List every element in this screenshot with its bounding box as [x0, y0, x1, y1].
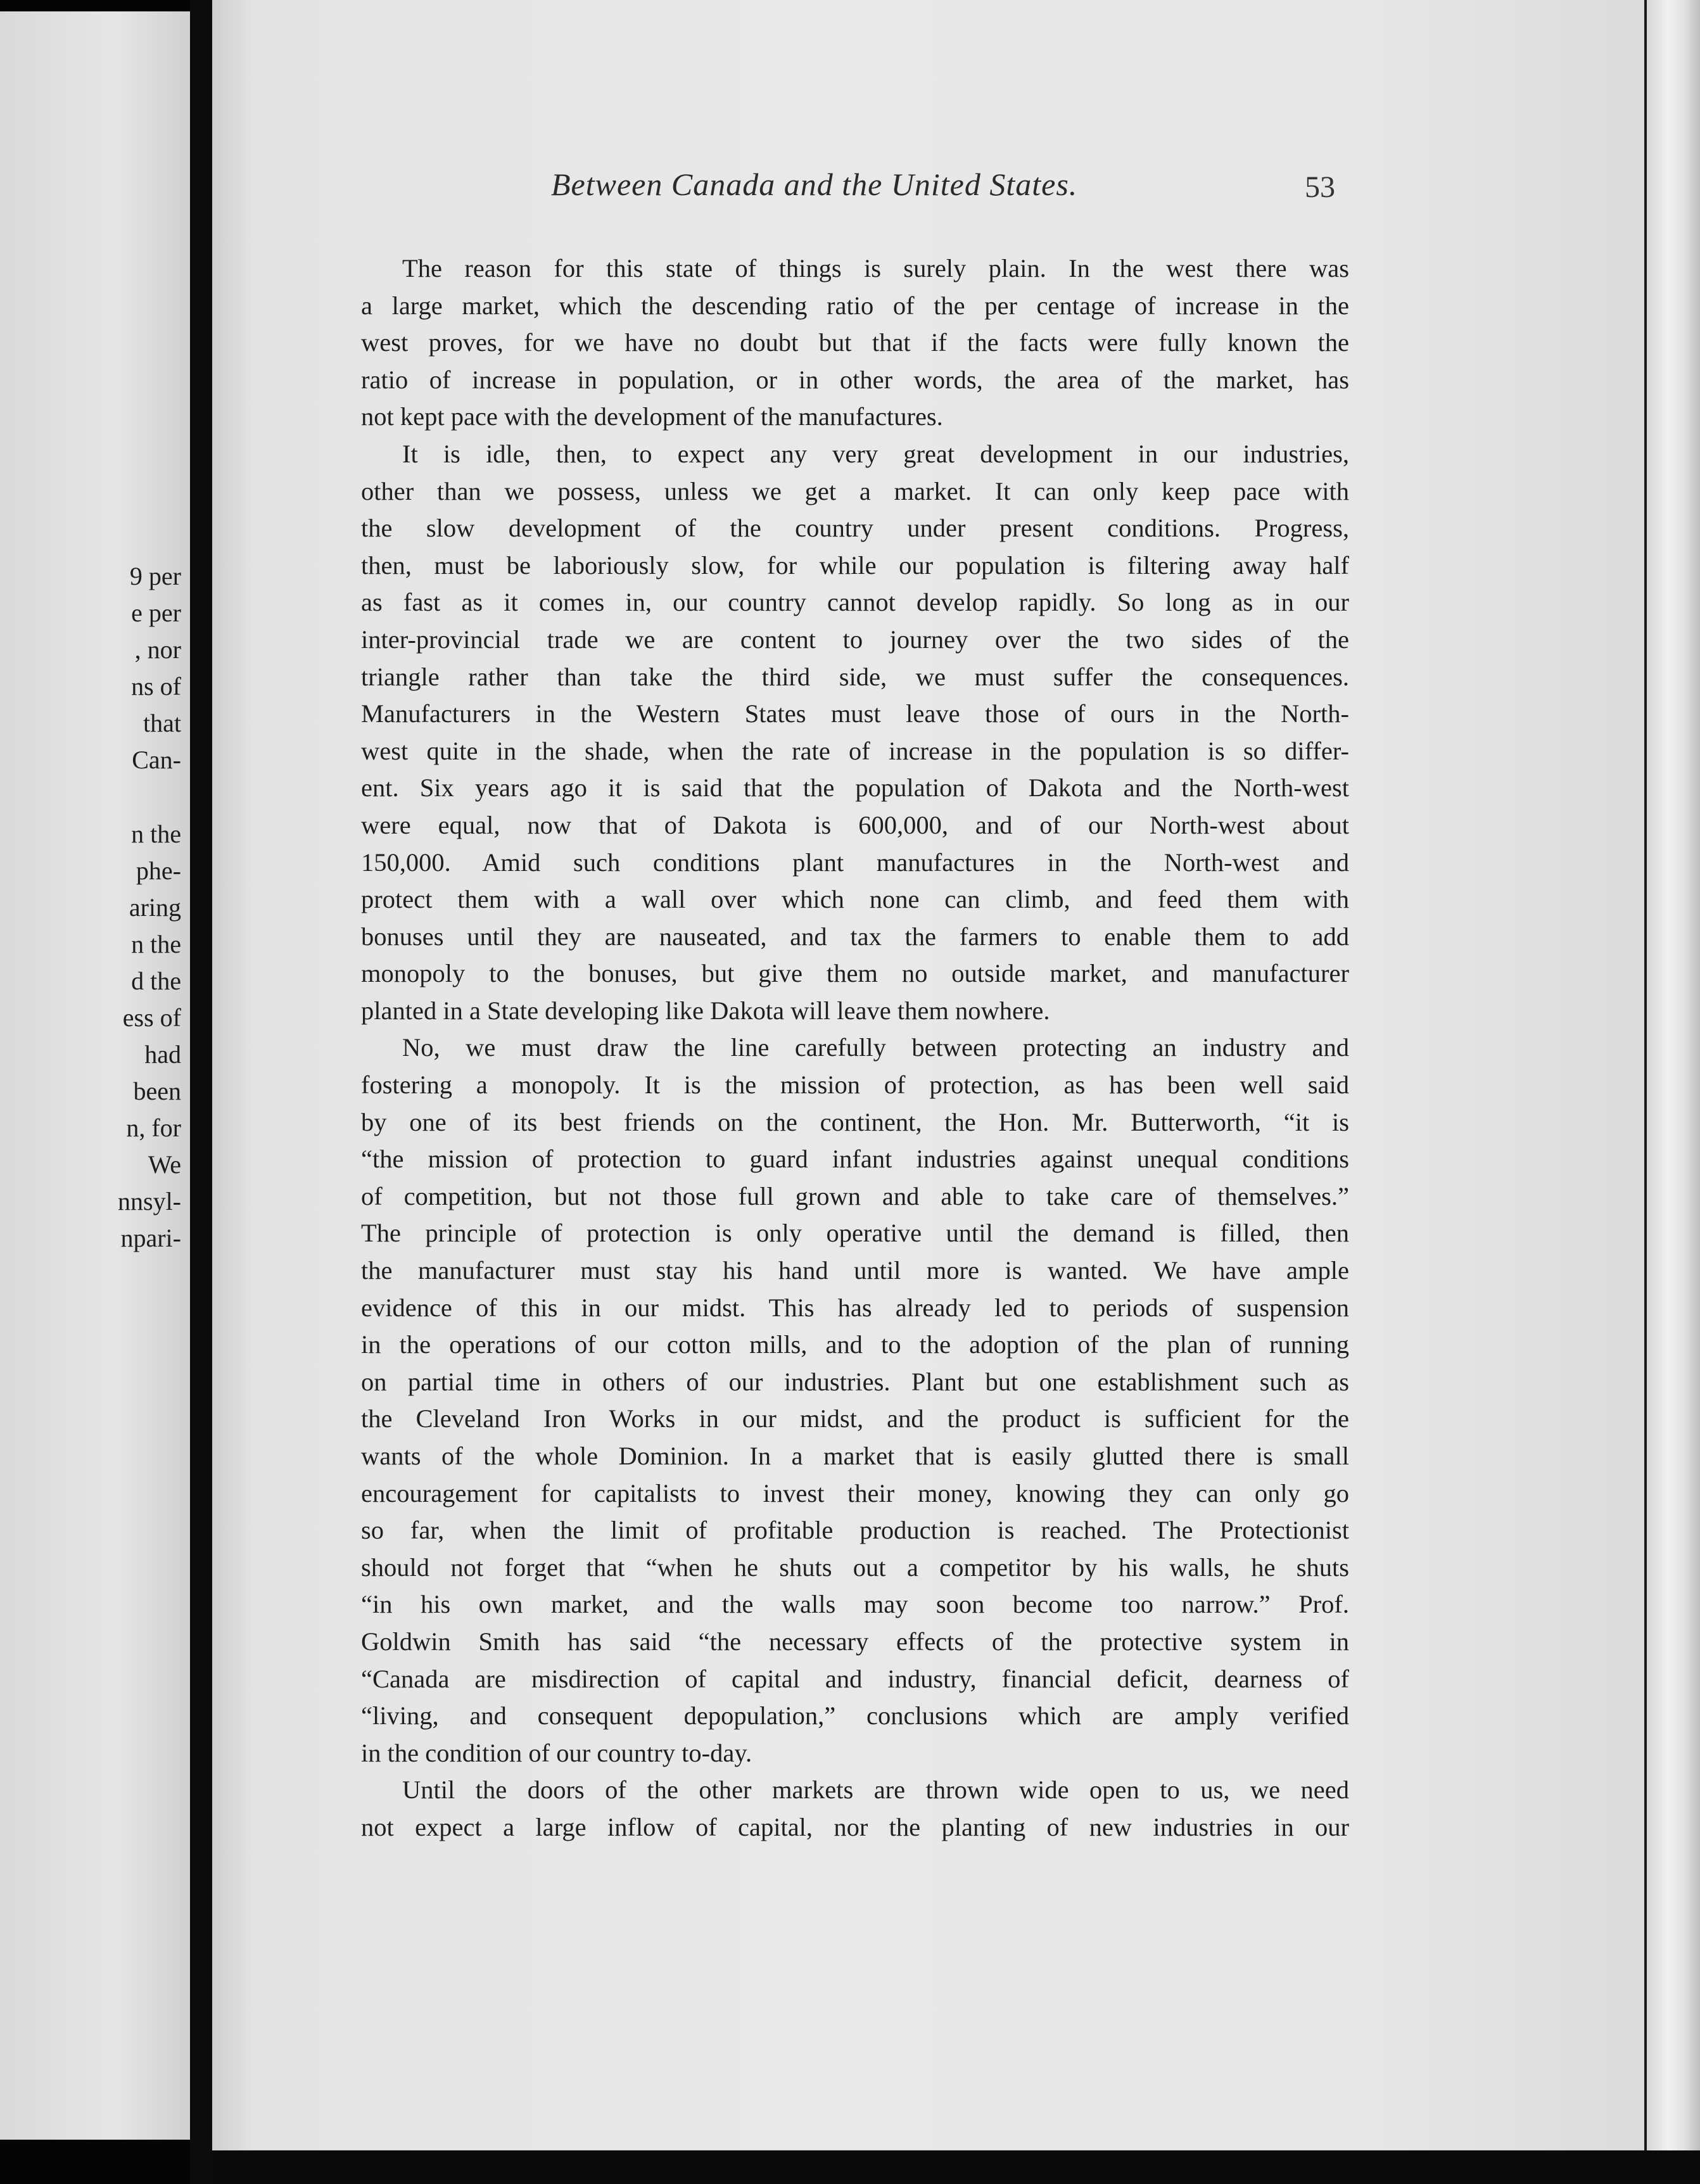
text-line: the manufacturer must stay his hand until more is wanted. We have ample	[361, 1256, 1349, 1285]
text-line: were equal, now that of Dakota is 600,000, and of our North-west about	[361, 810, 1349, 839]
facing-page-text: d the	[131, 967, 181, 995]
body-text	[361, 250, 1349, 1846]
text-line: protect them with a wall over which none can climb, and feed them with	[361, 885, 1349, 914]
text-line: “in his own market, and the walls may soon become too narrow.” Prof.	[361, 1590, 1349, 1619]
facing-page-text: n the	[131, 820, 181, 848]
text-line: west proves, for we have no doubt but that if the facts were fully known the	[361, 328, 1349, 357]
text-line: “the mission of protection to guard infant industries against unequal conditions	[361, 1145, 1349, 1174]
text-line: inter-provincial trade we are content to journey over the two sides of the	[361, 625, 1349, 654]
text-line: ent. Six years ago it is said that the population of Dakota and the North-west	[361, 773, 1349, 803]
text-line: evidence of this in our midst. This has already led to periods of suspension	[361, 1293, 1349, 1322]
text-line: in the condition of our country to-day.	[361, 1738, 752, 1767]
facing-page-text: nnsyl-	[118, 1187, 181, 1216]
text-line: wants of the whole Dominion. In a market that is easily glutted there is small	[361, 1442, 1349, 1470]
text-line: by one of its best friends on the continent, the Hon. Mr. Butterworth, “it is	[361, 1107, 1349, 1136]
text-line: “Canada are misdirection of capital and industry, financial deficit, dearness of	[361, 1664, 1349, 1693]
text-line: The principle of protection is only operative until the demand is filled, then	[361, 1219, 1349, 1248]
text-line: bonuses until they are nauseated, and tax the farmers to enable them to add	[361, 922, 1349, 951]
text-line: planted in a State developing like Dakota will leave them nowhere.	[361, 996, 1050, 1025]
text-line: of competition, but not those full grown and able to take care of themselves.”	[361, 1181, 1349, 1210]
facing-page-text: had	[144, 1040, 181, 1069]
facing-page-text: phe-	[136, 856, 181, 885]
text-line: on partial time in others of our industries. Plant but one establishment such as	[361, 1367, 1349, 1396]
text-line: 150,000. Amid such conditions plant manufactures in the North-west and	[361, 848, 1349, 877]
page-number: 53	[1305, 170, 1335, 204]
text-line: not expect a large inflow of capital, nor the planting of new industries in our	[361, 1812, 1349, 1841]
facing-page-text: e per	[131, 599, 181, 627]
text-line: encouragement for capitalists to invest their money, knowing they can only go	[361, 1478, 1349, 1508]
facing-page-text: that	[143, 709, 181, 737]
facing-page-text: ess of	[122, 1003, 181, 1032]
text-line: the Cleveland Iron Works in our midst, and the product is sufficient for the	[361, 1404, 1349, 1433]
text-line: the slow development of the country under present conditions. Progress,	[361, 514, 1349, 543]
running-title: Between Canada and the United States.	[551, 167, 1078, 202]
scan-background	[212, 2150, 1700, 2184]
text-line: in the operations of our cotton mills, and to the adoption of the plan of running	[361, 1330, 1349, 1359]
facing-page	[0, 11, 190, 2140]
facing-page-text: npari-	[120, 1224, 181, 1252]
text-line: Until the doors of the other markets are thrown wide open to us, we need	[402, 1775, 1349, 1805]
facing-page-text: ns of	[131, 672, 181, 701]
text-line: then, must be laboriously slow, for while our population is filtering away half	[361, 550, 1349, 580]
text-line: The reason for this state of things is surely plain. In the west there was	[402, 254, 1349, 283]
facing-page-text: aring	[129, 893, 181, 922]
text-line: other than we possess, unless we get a market. It can only keep pace with	[361, 476, 1349, 505]
text-line: “living, and consequent depopulation,” conclusions which are amply verified	[361, 1701, 1349, 1730]
text-line: It is idle, then, to expect any very great development in our industries,	[402, 439, 1349, 468]
text-line: as fast as it comes in, our country cannot develop rapidly. So long as in our	[361, 588, 1349, 617]
facing-page-text: 9 per	[129, 562, 181, 590]
facing-page-text: n, for	[126, 1114, 181, 1142]
text-line: should not forget that “when he shuts out a competitor by his walls, he shuts	[361, 1552, 1349, 1582]
text-line: triangle rather than take the third side, we must suffer the consequences.	[361, 662, 1349, 691]
facing-page-text: , nor	[134, 635, 181, 664]
text-line: No, we must draw the line carefully between protecting an industry and	[402, 1033, 1349, 1062]
text-line: west quite in the shade, when the rate of increase in the population is so differ-	[361, 736, 1349, 765]
facing-page-text: We	[148, 1150, 181, 1179]
text-line: ratio of increase in population, or in other words, the area of the market, has	[361, 365, 1349, 394]
facing-page-text: n the	[131, 930, 181, 958]
text-line: Goldwin Smith has said “the necessary effects of the protective system in	[361, 1627, 1349, 1656]
text-line: so far, when the limit of profitable production is reached. The Protectionist	[361, 1516, 1349, 1545]
facing-page-text: been	[133, 1077, 181, 1105]
text-line: fostering a monopoly. It is the mission of protection, as has been well said	[361, 1070, 1349, 1100]
facing-page-text: Can-	[132, 746, 181, 774]
text-line: monopoly to the bonuses, but give them no outside market, and manufacturer	[361, 959, 1349, 988]
text-line: not kept pace with the development of the manufactures.	[361, 402, 943, 431]
text-line: Manufacturers in the Western States must leave those of ours in the North-	[361, 699, 1349, 728]
page-stack-edge	[1647, 0, 1700, 2184]
text-line: a large market, which the descending ratio of the per centage of increase in the	[361, 291, 1349, 320]
